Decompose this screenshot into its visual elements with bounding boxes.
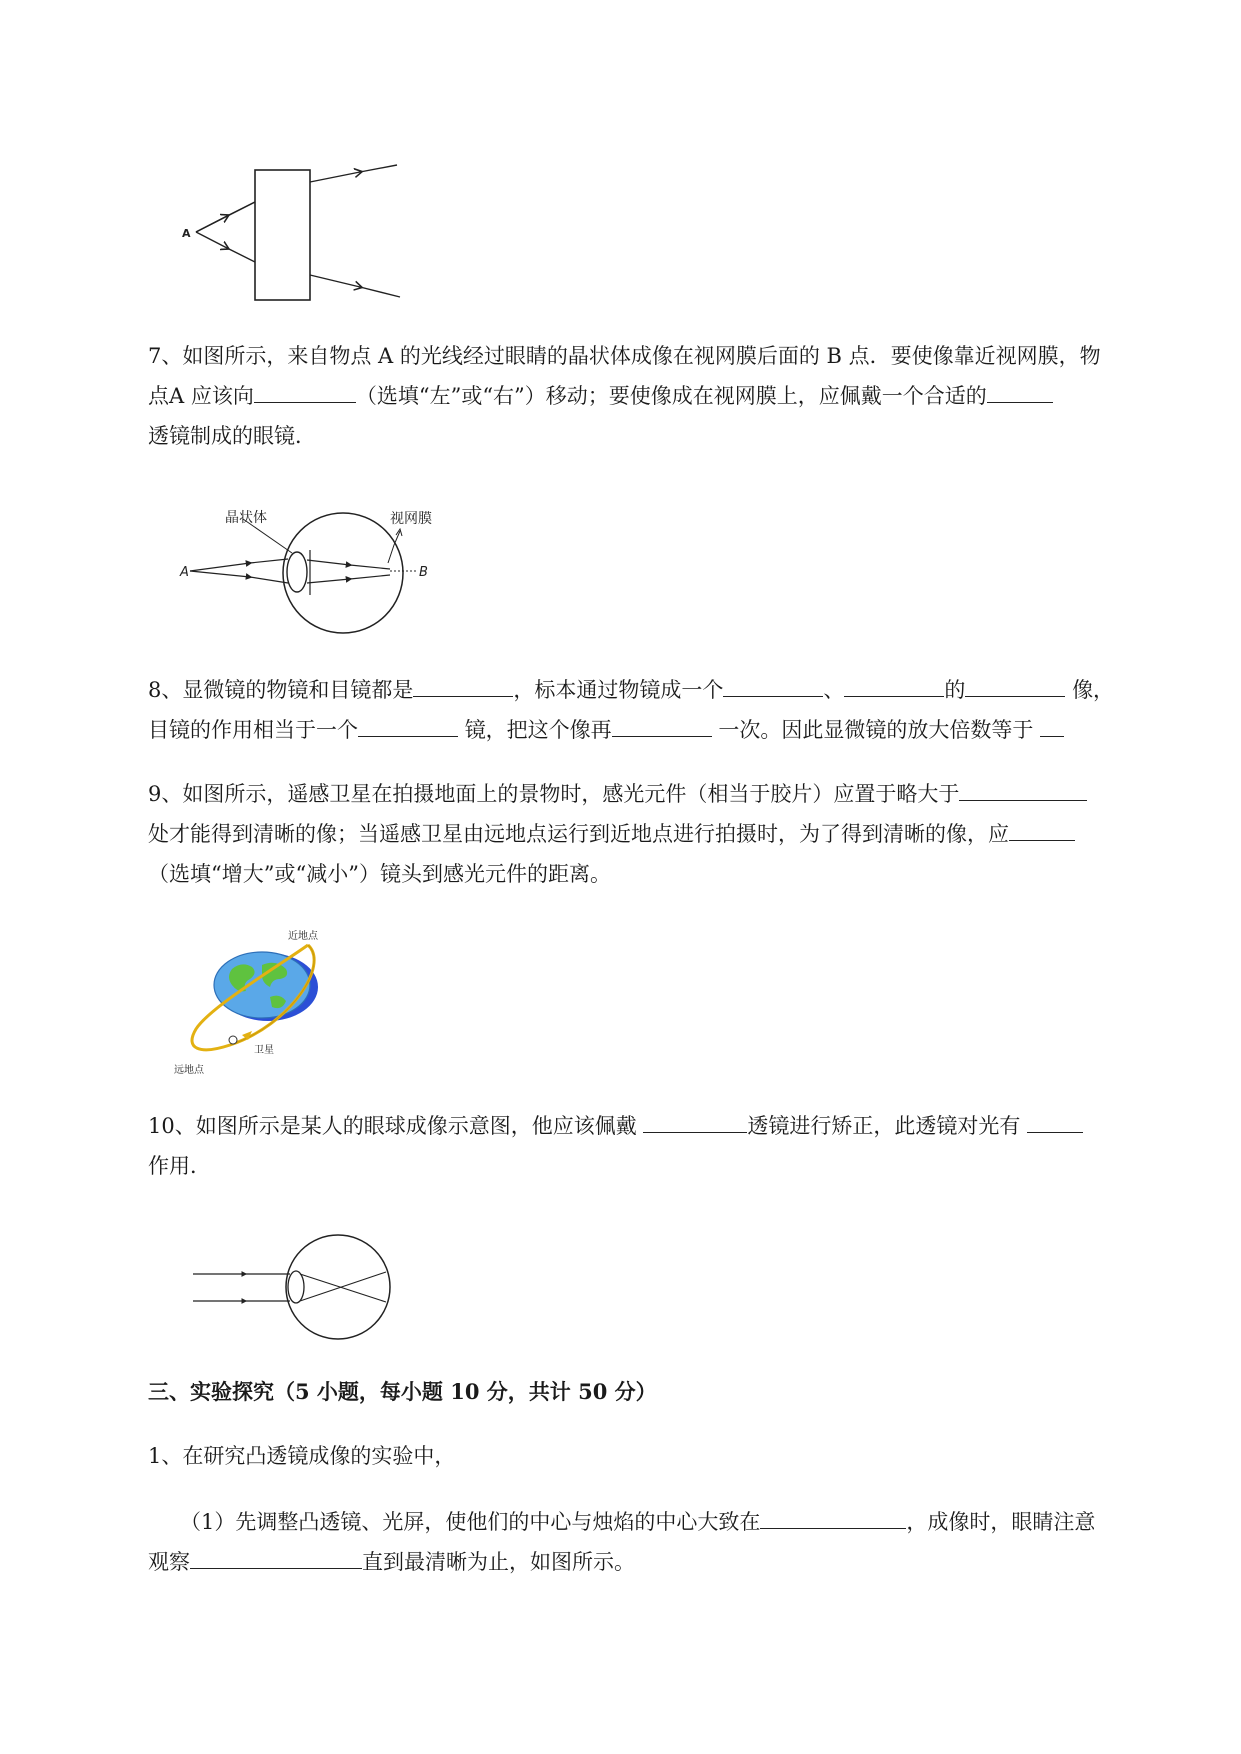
q10-text-1a: 10、如图所示是某人的眼球成像示意图，他应该佩戴 — [148, 1114, 637, 1138]
answer-blank-q7-2[interactable] — [987, 380, 1053, 403]
answer-blank-q9-2[interactable] — [1009, 818, 1075, 841]
answer-blank-q9-1[interactable] — [959, 778, 1087, 801]
q9-text-2a: 处才能得到清晰的像；当遥感卫星由远地点运行到近地点进行拍摄时，为了得到清晰的像，应 — [148, 822, 1009, 846]
label-apogee: 远地点 — [174, 1065, 204, 1076]
q8-text-1c: 、 — [823, 678, 845, 702]
q8-text-1e: 像， — [1072, 678, 1115, 702]
figure-eye-farsighted-svg — [180, 505, 460, 640]
earth-globe — [214, 952, 310, 1018]
answer-blank-q7-1[interactable] — [254, 380, 356, 403]
q9-text-1a: 9、如图所示，遥感卫星在拍摄地面上的景物时，感光元件（相当于胶片）应置于略大于 — [148, 782, 960, 806]
figure-eye-nearsighted-svg — [190, 1232, 405, 1347]
label-perigee: 近地点 — [288, 931, 318, 942]
lens-box — [255, 170, 310, 300]
answer-blank-s3q1-1[interactable] — [760, 1506, 906, 1529]
answer-blank-q8-3[interactable] — [844, 674, 944, 697]
section-3-heading-text: 三、实验探究（5 小题，每小题 10 分，共计 50 分） — [148, 1379, 657, 1404]
figure-lens-box-svg — [175, 160, 415, 310]
label-a: A — [182, 227, 191, 240]
section-3-question-1-part-1-line1 — [148, 1502, 1148, 1542]
q8-text-2c: 一次。因此显微镜的放大倍数等于 — [718, 718, 1034, 742]
figure-eye-farsighted — [180, 505, 460, 640]
answer-blank-q10-2[interactable] — [1027, 1110, 1083, 1133]
label-satellite: 卫星 — [254, 1045, 274, 1056]
q8-text-1a: 8、显微镜的物镜和目镜都是 — [148, 678, 414, 702]
answer-blank-q8-2[interactable] — [723, 674, 823, 697]
section-3-heading — [148, 1372, 1148, 1412]
q10-text-2: 作用． — [148, 1154, 211, 1178]
s3q1-text-1d: 直到最清晰为止，如图所示。 — [362, 1550, 635, 1574]
q8-text-1d: 的 — [944, 678, 966, 702]
answer-blank-q8-7[interactable] — [1040, 714, 1064, 737]
section-3-question-1-part-1-line2 — [148, 1542, 1148, 1582]
label-point-b: B — [419, 565, 428, 580]
crystalline-lens — [288, 1271, 304, 1303]
question-10-line1 — [148, 1106, 1148, 1146]
q7-text-3: 透镜制成的眼镜． — [148, 424, 316, 448]
answer-blank-q8-5[interactable] — [358, 714, 458, 737]
question-9-line3 — [148, 854, 1148, 894]
figure-eye-nearsighted — [190, 1232, 405, 1347]
question-10-line2 — [148, 1146, 1148, 1186]
satellite-icon — [229, 1036, 237, 1044]
q7-text-2a: 点A 应该向 — [148, 384, 254, 408]
question-7-line1 — [148, 336, 1148, 376]
q10-text-1b: 透镜进行矫正，此透镜对光有 — [747, 1114, 1021, 1138]
answer-blank-s3q1-2[interactable] — [190, 1546, 362, 1569]
section-3-question-1-intro — [148, 1436, 1148, 1476]
question-9-line1 — [148, 774, 1148, 814]
s3q1-text-1c: 观察 — [148, 1550, 190, 1574]
label-point-a: A — [180, 565, 189, 580]
label-crystalline-lens: 晶状体 — [225, 510, 267, 526]
question-8-line1 — [148, 670, 1148, 710]
q7-text-1: 7、如图所示，来自物点 A 的光线经过眼睛的晶状体成像在视网膜后面的 B 点．要使像靠近视网膜，物 — [148, 344, 1101, 368]
s3q1-text-1a: （1）先调整凸透镜、光屏，使他们的中心与烛焰的中心大致在 — [180, 1510, 761, 1534]
answer-blank-q8-1[interactable] — [413, 674, 513, 697]
answer-blank-q8-4[interactable] — [965, 674, 1065, 697]
q8-text-2a: 目镜的作用相当于一个 — [148, 718, 358, 742]
question-9-line2 — [148, 814, 1148, 854]
figure-satellite-orbit — [170, 925, 350, 1080]
s3q1-intro-text: 1、在研究凸透镜成像的实验中， — [148, 1444, 456, 1468]
label-retina: 视网膜 — [390, 511, 432, 527]
answer-blank-q8-6[interactable] — [612, 714, 712, 737]
figure-lens-box — [175, 160, 415, 310]
q8-text-2b: 镜，把这个像再 — [464, 718, 612, 742]
figure-satellite-orbit-svg — [170, 925, 350, 1080]
question-8-line2 — [148, 710, 1148, 750]
q8-text-1b: ，标本通过物镜成一个 — [513, 678, 724, 702]
q7-text-2b: （选填“左”或“右”）移动；要使像成在视网膜上，应佩戴一个合适的 — [355, 384, 987, 408]
s3q1-text-1b: ，成像时，眼睛注意 — [906, 1510, 1096, 1534]
question-7-line3 — [148, 416, 1148, 456]
question-7-line2 — [148, 376, 1148, 416]
crystalline-lens — [287, 552, 307, 592]
q9-text-3: （选填“增大”或“减小”）镜头到感光元件的距离。 — [148, 862, 611, 886]
answer-blank-q10-1[interactable] — [643, 1110, 747, 1133]
